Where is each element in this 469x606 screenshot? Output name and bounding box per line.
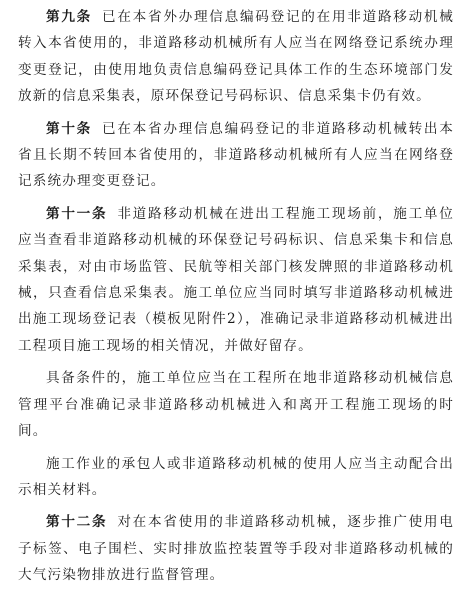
paragraph-text: 具备条件的，施工单位应当在工程所在地非道路移动机械信息管理平台准确记录非道路移动机械进入和离开工程施工现场的时间。 — [18, 370, 454, 440]
paragraph-text: 施工作业的承包人或非道路移动机械的使用人应当主动配合出示相关材料。 — [18, 455, 454, 498]
article-11-paragraph-2 — [18, 365, 454, 444]
article-heading: 第九条 — [46, 9, 92, 25]
article-heading: 第十二条 — [46, 514, 108, 531]
article-text: 已在本省外办理信息编码登记的在用非道路移动机械转入本省使用的，非道路移动机械所有人应当在网络登记系统办理变更登记，由使用地负责信息编码登记具体工作的生态环境部门发放新的信息采集表，原环保登记号码标识、信息采集卡仍有效。 — [18, 9, 455, 105]
article-heading: 第十条 — [46, 120, 92, 137]
article-9 — [18, 4, 454, 110]
article-12 — [18, 509, 454, 588]
article-text: 已在本省办理信息编码登记的非道路移动机械转出本省且长期不转回本省使用的，非道路移动机械所有人应当在网络登记系统办理变更登记。 — [18, 120, 455, 190]
article-text: 非道路移动机械在进出工程施工现场前，施工单位应当查看非道路移动机械的环保登记号码标识、信息采集卡和信息采集表，对由市场监管、民航等相关部门核发牌照的非道路移动机械，只查看信息采集表。施工单位应当同时填写非道路移动机械进出施工现场登记表（模板见附件2），准确记录非道路移动机械进出工程项目施工现场的相关情况，并做好留存。 — [18, 205, 454, 354]
document-page — [18, 4, 454, 595]
article-11 — [18, 201, 454, 359]
article-text: 对在本省使用的非道路移动机械，逐步推广使用电子标签、电子围栏、实时排放监控装置等手段对非道路移动机械的大气污染物排放进行监督管理。 — [18, 514, 454, 584]
article-heading: 第十一条 — [46, 205, 108, 222]
article-10 — [18, 116, 454, 195]
article-11-paragraph-3 — [18, 451, 454, 504]
